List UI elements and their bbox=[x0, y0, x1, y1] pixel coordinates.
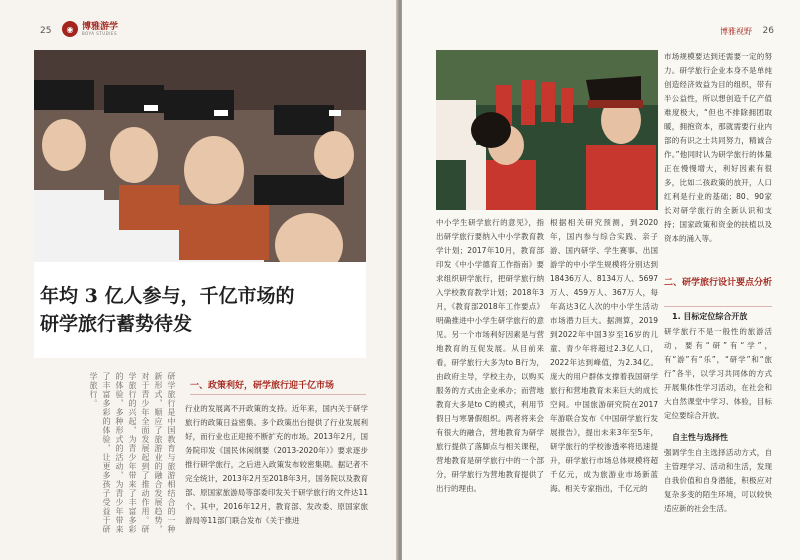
right-column-1: 中小学生研学旅行的意见》，指出研学旅行要纳入中小学教育教学计划；2017年10月，教育部印发《中小学德育工作指南》要求组织研学旅行，把研学旅行纳入学校教育教学计划；2018年3月，《教育部2018年工作要点》明确推进中小学生研学旅行的意见。另一个市场利好因素是与营地教育的互促发展。从目前来看，研学旅行大多为to B行为，由政府主导，学校主办，以购买服务的方式由企业承办；而营地教育大多是to C的模式，利用节假日与寒暑假组织。两者将来会有很大的融合，营地教育为研学旅行提供了落脚点与相关课程，营地教育是研学旅行中的一个部分，研学旅行为营地教育提供了出行的理由。 bbox=[436, 218, 544, 493]
right-column-3: 市场规模要达到还需要一定的努力。研学旅行企业本身不是单纯创造经济效益为目的组织，带有半公益性，所以想创造千亿产值难度极大，“但也不排除拥团取暖，拥抱资本，那就需要行业内部的有识之士共同努力，精诚合作。”他同时认为研学旅行的体量正在慢慢增大，利好因素有很多，比如二孩政策的放开，人口红利是行业的基础；80、90家长对研学旅行的全新认识和支持；国家政策和资金的扶植以及资本的涌入等。 bbox=[664, 52, 772, 243]
subsection-2-body: 强调学生自主选择活动方式，自主管理学习、活动和生活，发现自我价值和自身潜能，积极应对复杂多变的陌生环境，可以较快适应新的社会生活。 bbox=[664, 448, 772, 513]
logo-emblem-icon: ◉ bbox=[62, 21, 78, 37]
section-tag: 博雅视野 bbox=[720, 27, 752, 36]
logo-english: BOYA STUDIES bbox=[82, 30, 117, 36]
section-1-rule bbox=[190, 394, 366, 395]
article-title bbox=[40, 282, 360, 338]
section-1-heading: 一、政策利好，研学旅行迎千亿市场 bbox=[190, 381, 335, 391]
magazine-logo bbox=[62, 21, 118, 37]
sidebar-vertical-text: 研学旅行是中国教育与旅游相结合的一种新形式，顺应了旅游业的融合发展趋势，对于青少年全面发展起到了推动作用。研学旅行的兴起，为青少年带来了丰富多彩的体验，多种形式的活动，为青少年带来了丰富多彩的体验，让更多孩子受益于研学旅行。 bbox=[89, 372, 176, 534]
right-page bbox=[402, 0, 800, 560]
right-column-2: 根据相关研究预测，到2020年，国内参与综合实践、亲子游、国内研学、学生赛事、出国游学的中小学生规模将分别达到18436万人、8134万人、5697万人、459万人、367万人，每年高达3亿人次的中小学生活动市场潜力巨大。据测算，2019到2022年中国3岁至16岁的儿童、青少年将超过2.3亿人口，2022年达到峰值，为2.34亿。庞大的用户群体支撑着我国研学旅行和营地教育未来巨大的成长空间。中国旅游研究院在2017年游联合发布《中国研学旅行发展报告》，提出未来3年至5年，研学旅行的学校渗透率将迅速提升，研学旅行市场总体规模将超千亿元，成为旅游业市场新蓝海。相关专家指出，千亿元的 bbox=[550, 218, 658, 493]
teacher-student-photo bbox=[436, 50, 658, 210]
section-2-rule bbox=[664, 306, 772, 307]
left-page bbox=[0, 0, 398, 560]
students-reading-photo bbox=[34, 50, 366, 265]
section-1-body: 行业的发展离不开政策的支持。近年来，国内关于研学旅行的政策日益密集。多个政策出台提供了行业发展利好，而行业也正迎接不断扩充的市场。2013年2月，国务院印发《国民休闲纲要（2013-2020年）》要求逐步推行研学旅行，之后进入政策发布较密集期。据记者不完全统计，2013年2月至2018年3月，国务院以及教育部、原国家旅游局等部委印发关于研学旅行的文件达11个。其中，2016年12月，教育部、发改委、原国家旅游局等11部门联合发布《关于推进 bbox=[185, 404, 368, 525]
logo-chinese: 博雅游学 bbox=[82, 21, 119, 32]
teacher-student-illustration bbox=[436, 50, 658, 210]
students-reading-illustration bbox=[34, 50, 366, 265]
section-2-heading: 二、研学旅行设计要点分析 bbox=[664, 278, 773, 288]
title-line-2: 研学旅行蓄势待发 bbox=[40, 313, 193, 335]
subsection-2-heading: 自主性与选择性 bbox=[672, 433, 728, 442]
title-line-1: 年均 3 亿人参与，千亿市场的 bbox=[40, 285, 295, 307]
page-number-left: 25 bbox=[40, 26, 52, 36]
subsection-1-heading: 1. 目标定位综合开放 bbox=[672, 312, 748, 321]
subsection-1-body: 研学旅行不是一般性的旅游活动，要有“研”有“学”，有“游”有“乐”，“研学”和“旅行”各半，以学习共同体的方式开展集体性学习活动，在社会和大自然课堂中学习、体验，目标定位要综合开放。 bbox=[664, 327, 772, 420]
page-number-right: 26 bbox=[762, 26, 774, 36]
